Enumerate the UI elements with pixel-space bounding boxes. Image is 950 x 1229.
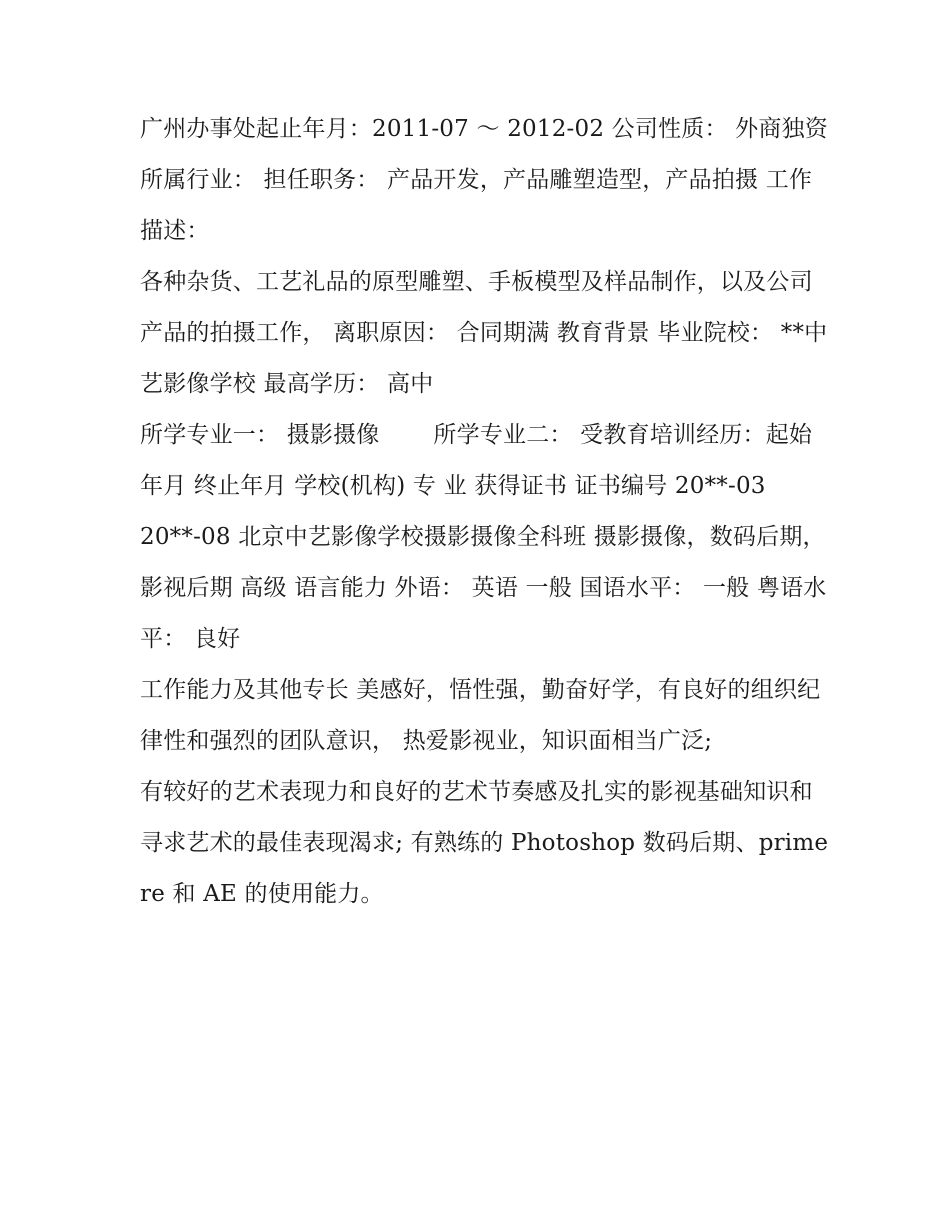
paragraph-abilities: 有较好的艺术表现力和良好的艺术节奏感及扎实的影视基础知识和寻求艺术的最佳表现渴求; 有熟练的 Photoshop 数码后期、primere 和 AE 的使用能力。 [140, 779, 829, 907]
paragraph-skills: 工作能力及其他专长 美感好，悟性强，勤奋好学，有良好的组织纪律性和强烈的团队意识， 热爱影视业，知识面相当广泛; [140, 677, 821, 754]
document-body [140, 104, 830, 920]
paragraph-education: 所学专业一： 摄影摄像 所学专业二： 受教育培训经历：起始年月 终止年月 学校(机构) 专 业 获得证书 证书编号 20**-03 [140, 422, 813, 499]
paragraph-work-experience: 广州办事处起止年月：2011-07 ～ 2012-02 公司性质： 外商独资所属行业： 担任职务： 产品开发，产品雕塑造型，产品拍摄 工作描述： [140, 116, 828, 244]
paragraph-training-languages: 20**-08 北京中艺影像学校摄影摄像全科班 摄影摄像，数码后期，影视后期 高级 语言能力 外语： 英语 一般 国语水平： 一般 粤语水平： 良好 [140, 524, 827, 652]
paragraph-job-description: 各种杂货、工艺礼品的原型雕塑、手板模型及样品制作，以及公司产品的拍摄工作， 离职原因： 合同期满 教育背景 毕业院校： **中艺影像学校 最高学历： 高中 [140, 269, 828, 397]
